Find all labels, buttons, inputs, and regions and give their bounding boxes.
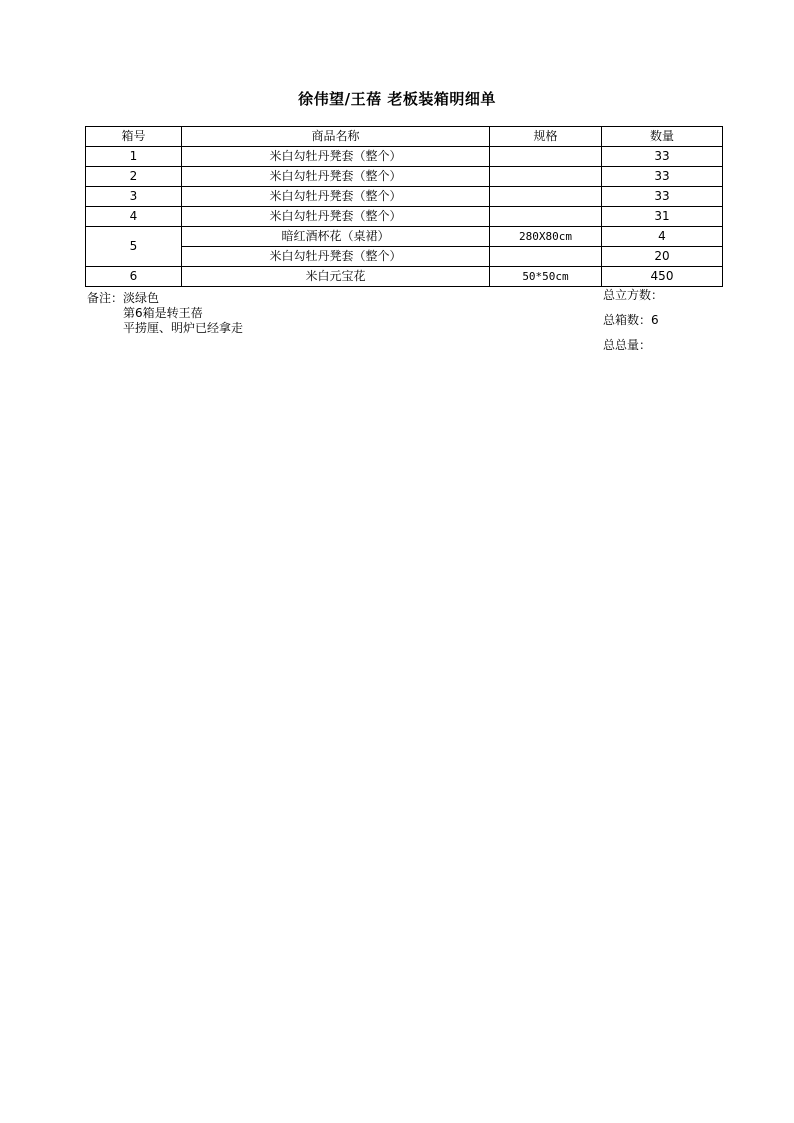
- total-boxes-label: 总箱数：: [603, 313, 652, 327]
- cell-box-no: 2: [86, 167, 182, 187]
- cell-quantity: 31: [602, 207, 723, 227]
- table-row: [86, 207, 723, 227]
- cell-spec: 280X80cm: [490, 227, 602, 247]
- page-title: 徐伟望/王蓓 老板装箱明细单: [298, 90, 496, 108]
- table-header-row: [86, 127, 723, 147]
- cell-spec: [490, 147, 602, 167]
- cell-spec: [490, 167, 602, 187]
- cell-quantity: 4: [602, 227, 723, 247]
- table-row: [86, 247, 723, 267]
- cell-quantity: 33: [602, 167, 723, 187]
- cell-product-name: 米白勾牡丹凳套（整个）: [182, 247, 490, 267]
- cell-box-no: 1: [86, 147, 182, 167]
- table-row: [86, 227, 723, 247]
- remark-line: 备注：淡绿色: [87, 291, 160, 305]
- header-product-name: 商品名称: [182, 127, 490, 147]
- cell-quantity: 33: [602, 187, 723, 207]
- cell-spec: [490, 187, 602, 207]
- cell-box-no: 5: [86, 227, 182, 267]
- cell-box-no: 3: [86, 187, 182, 207]
- cell-product-name: 米白勾牡丹凳套（整个）: [182, 187, 490, 207]
- cell-quantity: 33: [602, 147, 723, 167]
- cell-spec: [490, 207, 602, 227]
- total-weight-label: 总总量：: [603, 338, 652, 352]
- cell-spec: [490, 247, 602, 267]
- remarks-block: [87, 291, 243, 336]
- packing-table: [85, 126, 723, 287]
- header-quantity: 数量: [602, 127, 723, 147]
- cell-quantity: 450: [602, 267, 723, 287]
- total-boxes: [603, 313, 663, 338]
- header-spec: 规格: [490, 127, 602, 147]
- remark-line: 第6箱是转王蓓: [123, 306, 203, 320]
- totals-block: [603, 288, 663, 363]
- cell-product-name: 暗红酒杯花（桌裙）: [182, 227, 490, 247]
- cell-product-name: 米白勾牡丹凳套（整个）: [182, 207, 490, 227]
- total-boxes-value: 6: [651, 313, 659, 327]
- total-weight: [603, 338, 663, 363]
- remark-line: 平捞厘、明炉已经拿走: [123, 321, 244, 335]
- table-row: [86, 147, 723, 167]
- total-volume-label: 总立方数：: [603, 288, 664, 302]
- cell-box-no: 4: [86, 207, 182, 227]
- table-row: [86, 187, 723, 207]
- table-row: [86, 167, 723, 187]
- cell-product-name: 米白元宝花: [182, 267, 490, 287]
- cell-quantity: 20: [602, 247, 723, 267]
- table-row: [86, 267, 723, 287]
- total-volume: [603, 288, 663, 313]
- header-box-no: 箱号: [86, 127, 182, 147]
- cell-spec: 50*50cm: [490, 267, 602, 287]
- cell-box-no: 6: [86, 267, 182, 287]
- cell-product-name: 米白勾牡丹凳套（整个）: [182, 147, 490, 167]
- cell-product-name: 米白勾牡丹凳套（整个）: [182, 167, 490, 187]
